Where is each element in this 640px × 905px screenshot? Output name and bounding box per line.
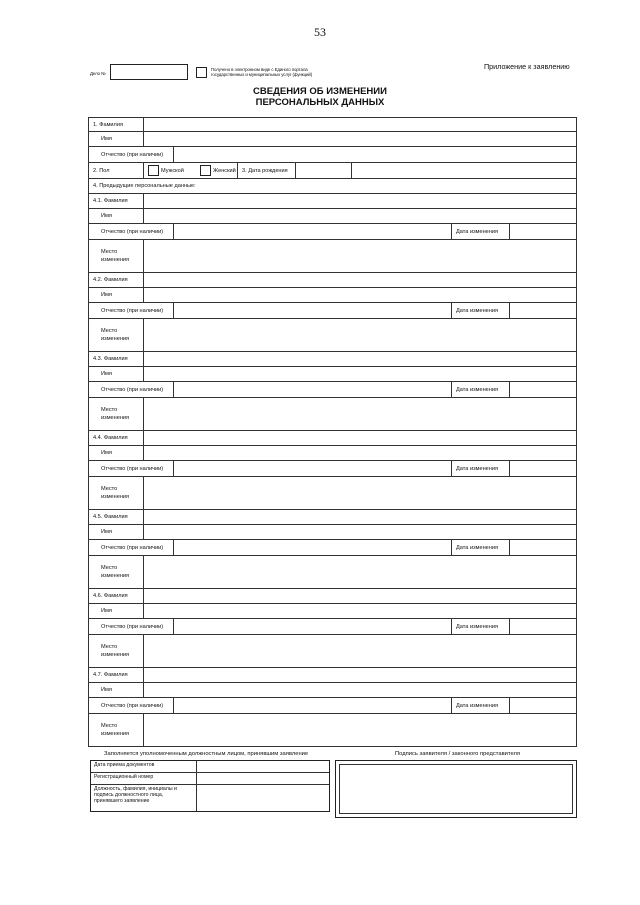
sex-label: 2. Пол (89, 163, 144, 178)
prev-place-field[interactable] (144, 714, 576, 746)
birth-field[interactable] (296, 163, 352, 178)
prev-name-row (88, 683, 577, 698)
name-field[interactable] (144, 132, 576, 146)
prev-surname-field[interactable] (144, 194, 576, 208)
prev-name-row (88, 288, 577, 303)
prev-surname-label: 4.3. Фамилия (89, 352, 144, 366)
prev-place-label-1: Место (101, 486, 118, 492)
prev-place-label-2: изменения (101, 336, 130, 342)
signature-field[interactable] (339, 764, 573, 814)
prev-surname-label: 4.5. Фамилия (89, 510, 144, 524)
prev-name-field[interactable] (144, 604, 576, 618)
prev-place-label (89, 714, 144, 746)
prev-surname-row (88, 668, 577, 683)
prev-name-label: Имя (89, 209, 144, 223)
prev-change-date-label: Дата изменения (452, 698, 510, 713)
prev-surname-row (88, 589, 577, 604)
prev-patronymic-label: Отчество (при наличии) (89, 303, 174, 318)
prev-surname-field[interactable] (144, 431, 576, 445)
prev-change-date-field[interactable] (510, 303, 576, 318)
prev-change-date-field[interactable] (510, 698, 576, 713)
prev-surname-row (88, 194, 577, 209)
prev-place-label-1: Место (101, 565, 118, 571)
sex-birth-row (88, 163, 577, 179)
prev-place-label-1: Место (101, 407, 118, 413)
prev-place-label-1: Место (101, 328, 118, 334)
receipt-date-field[interactable] (197, 761, 329, 772)
prev-place-field[interactable] (144, 635, 576, 667)
prev-change-date-field[interactable] (510, 382, 576, 397)
prev-surname-label: 4.2. Фамилия (89, 273, 144, 287)
reg-number-field[interactable] (197, 773, 329, 784)
prev-place-label-2: изменения (101, 731, 130, 737)
prev-change-date-label: Дата изменения (452, 224, 510, 239)
prev-surname-label: 4.6. Фамилия (89, 589, 144, 603)
prev-place-field[interactable] (144, 556, 576, 588)
previous-data-row (88, 179, 577, 194)
prev-place-field[interactable] (144, 477, 576, 509)
prev-place-label (89, 398, 144, 430)
prev-patronymic-field[interactable] (174, 619, 452, 634)
official-position-label: Должность, фамилия, инициалы и подпись должностного лица, принявшего заявление (91, 785, 197, 811)
prev-name-field[interactable] (144, 367, 576, 381)
male-option[interactable] (144, 163, 196, 178)
prev-place-field[interactable] (144, 398, 576, 430)
prev-change-date-field[interactable] (510, 461, 576, 476)
prev-place-row (88, 240, 577, 273)
prev-patronymic-field[interactable] (174, 540, 452, 555)
prev-patronymic-row (88, 619, 577, 635)
patronymic-field[interactable] (174, 147, 576, 162)
signature-caption: Подпись заявителя / законного представителя (395, 751, 521, 757)
prev-place-label-1: Место (101, 249, 118, 255)
signature-box[interactable] (335, 760, 577, 818)
reg-number-label: Регистрационный номер (91, 773, 197, 784)
patronymic-label: Отчество (при наличии) (89, 147, 174, 162)
title-line-1: СВЕДЕНИЯ ОБ ИЗМЕНЕНИИ (253, 86, 387, 97)
birth-label: 3. Дата рождения (238, 163, 296, 178)
official-table (90, 760, 330, 812)
male-label: Мужской (161, 167, 184, 174)
prev-place-row (88, 556, 577, 589)
prev-name-field[interactable] (144, 209, 576, 223)
doc-number-field[interactable] (110, 64, 188, 80)
prev-patronymic-row (88, 540, 577, 556)
prev-patronymic-row (88, 698, 577, 714)
prev-place-row (88, 319, 577, 352)
prev-patronymic-row (88, 224, 577, 240)
name-row (88, 132, 577, 147)
prev-name-row (88, 367, 577, 382)
prev-patronymic-row (88, 382, 577, 398)
prev-change-date-field[interactable] (510, 540, 576, 555)
personal-data-form (88, 117, 577, 747)
prev-place-label-2: изменения (101, 257, 130, 263)
prev-surname-field[interactable] (144, 668, 576, 682)
prev-name-field[interactable] (144, 446, 576, 460)
prev-place-row (88, 714, 577, 747)
prev-name-label: Имя (89, 367, 144, 381)
prev-place-row (88, 635, 577, 668)
prev-patronymic-label: Отчество (при наличии) (89, 461, 174, 476)
prev-change-date-label: Дата изменения (452, 619, 510, 634)
name-label: Имя (89, 132, 144, 146)
prev-change-date-label: Дата изменения (452, 303, 510, 318)
sex-row-blank (352, 163, 576, 178)
receipt-date-label: Дата приема документов (91, 761, 197, 772)
official-caption: Заполняется уполномоченным должностным лицом, принявшим заявление (104, 751, 309, 757)
prev-place-label (89, 556, 144, 588)
prev-change-date-label: Дата изменения (452, 461, 510, 476)
prev-patronymic-field[interactable] (174, 461, 452, 476)
prev-place-label (89, 240, 144, 272)
prev-name-row (88, 209, 577, 224)
prev-place-label-2: изменения (101, 652, 130, 658)
prev-patronymic-row (88, 461, 577, 477)
surname-row (88, 117, 577, 132)
prev-place-row (88, 477, 577, 510)
surname-label: 1. Фамилия (89, 118, 144, 131)
female-checkbox[interactable] (200, 165, 211, 176)
prev-surname-label: 4.1. Фамилия (89, 194, 144, 208)
prev-place-field[interactable] (144, 319, 576, 351)
prev-surname-field[interactable] (144, 589, 576, 603)
electronic-note: Получено в электронном виде с Единого портала государственных и муниципальных услуг (функций) (211, 67, 313, 78)
previous-data-label: 4. Предыдущие персональные данные: (93, 183, 196, 189)
prev-name-label: Имя (89, 446, 144, 460)
reg-number-row (91, 773, 329, 785)
prev-patronymic-field[interactable] (174, 382, 452, 397)
male-checkbox[interactable] (148, 165, 159, 176)
female-label: Женский (213, 167, 236, 174)
prev-place-label-1: Место (101, 723, 118, 729)
prev-place-row (88, 398, 577, 431)
prev-change-date-label: Дата изменения (452, 540, 510, 555)
prev-name-row (88, 525, 577, 540)
prev-surname-row (88, 510, 577, 525)
prev-name-field[interactable] (144, 288, 576, 302)
prev-name-label: Имя (89, 604, 144, 618)
prev-place-label (89, 319, 144, 351)
prev-place-label-2: изменения (101, 573, 130, 579)
prev-name-row (88, 446, 577, 461)
official-position-field[interactable] (197, 785, 329, 811)
prev-place-label-2: изменения (101, 494, 130, 500)
prev-change-date-field[interactable] (510, 224, 576, 239)
patronymic-row (88, 147, 577, 163)
prev-place-label (89, 477, 144, 509)
prev-change-date-field[interactable] (510, 619, 576, 634)
prev-place-label (89, 635, 144, 667)
prev-patronymic-label: Отчество (при наличии) (89, 540, 174, 555)
prev-name-label: Имя (89, 683, 144, 697)
form-title (0, 86, 640, 108)
prev-name-field[interactable] (144, 525, 576, 539)
electronic-checkbox[interactable] (196, 67, 207, 78)
previous-blocks (88, 194, 577, 747)
doc-number-label: Дело № (90, 71, 106, 76)
official-position-row (91, 785, 329, 811)
prev-surname-field[interactable] (144, 352, 576, 366)
prev-change-date-label: Дата изменения (452, 382, 510, 397)
prev-surname-label: 4.4. Фамилия (89, 431, 144, 445)
prev-surname-row (88, 431, 577, 446)
prev-patronymic-label: Отчество (при наличии) (89, 382, 174, 397)
prev-name-field[interactable] (144, 683, 576, 697)
surname-field[interactable] (144, 118, 576, 131)
prev-surname-field[interactable] (144, 273, 576, 287)
prev-patronymic-label: Отчество (при наличии) (89, 224, 174, 239)
prev-name-label: Имя (89, 288, 144, 302)
prev-patronymic-field[interactable] (174, 303, 452, 318)
page-number: 53 (314, 25, 326, 39)
prev-patronymic-label: Отчество (при наличии) (89, 619, 174, 634)
prev-patronymic-label: Отчество (при наличии) (89, 698, 174, 713)
prev-surname-field[interactable] (144, 510, 576, 524)
prev-patronymic-field[interactable] (174, 224, 452, 239)
prev-name-row (88, 604, 577, 619)
female-option[interactable] (196, 163, 238, 178)
prev-patronymic-row (88, 303, 577, 319)
prev-place-field[interactable] (144, 240, 576, 272)
prev-surname-row (88, 273, 577, 288)
prev-surname-row (88, 352, 577, 367)
prev-surname-label: 4.7. Фамилия (89, 668, 144, 682)
prev-place-label-1: Место (101, 644, 118, 650)
title-line-2: ПЕРСОНАЛЬНЫХ ДАННЫХ (255, 97, 385, 108)
appendix-label: Приложение к заявлению (484, 62, 570, 71)
prev-patronymic-field[interactable] (174, 698, 452, 713)
prev-place-label-2: изменения (101, 415, 130, 421)
prev-name-label: Имя (89, 525, 144, 539)
receipt-date-row (91, 761, 329, 773)
